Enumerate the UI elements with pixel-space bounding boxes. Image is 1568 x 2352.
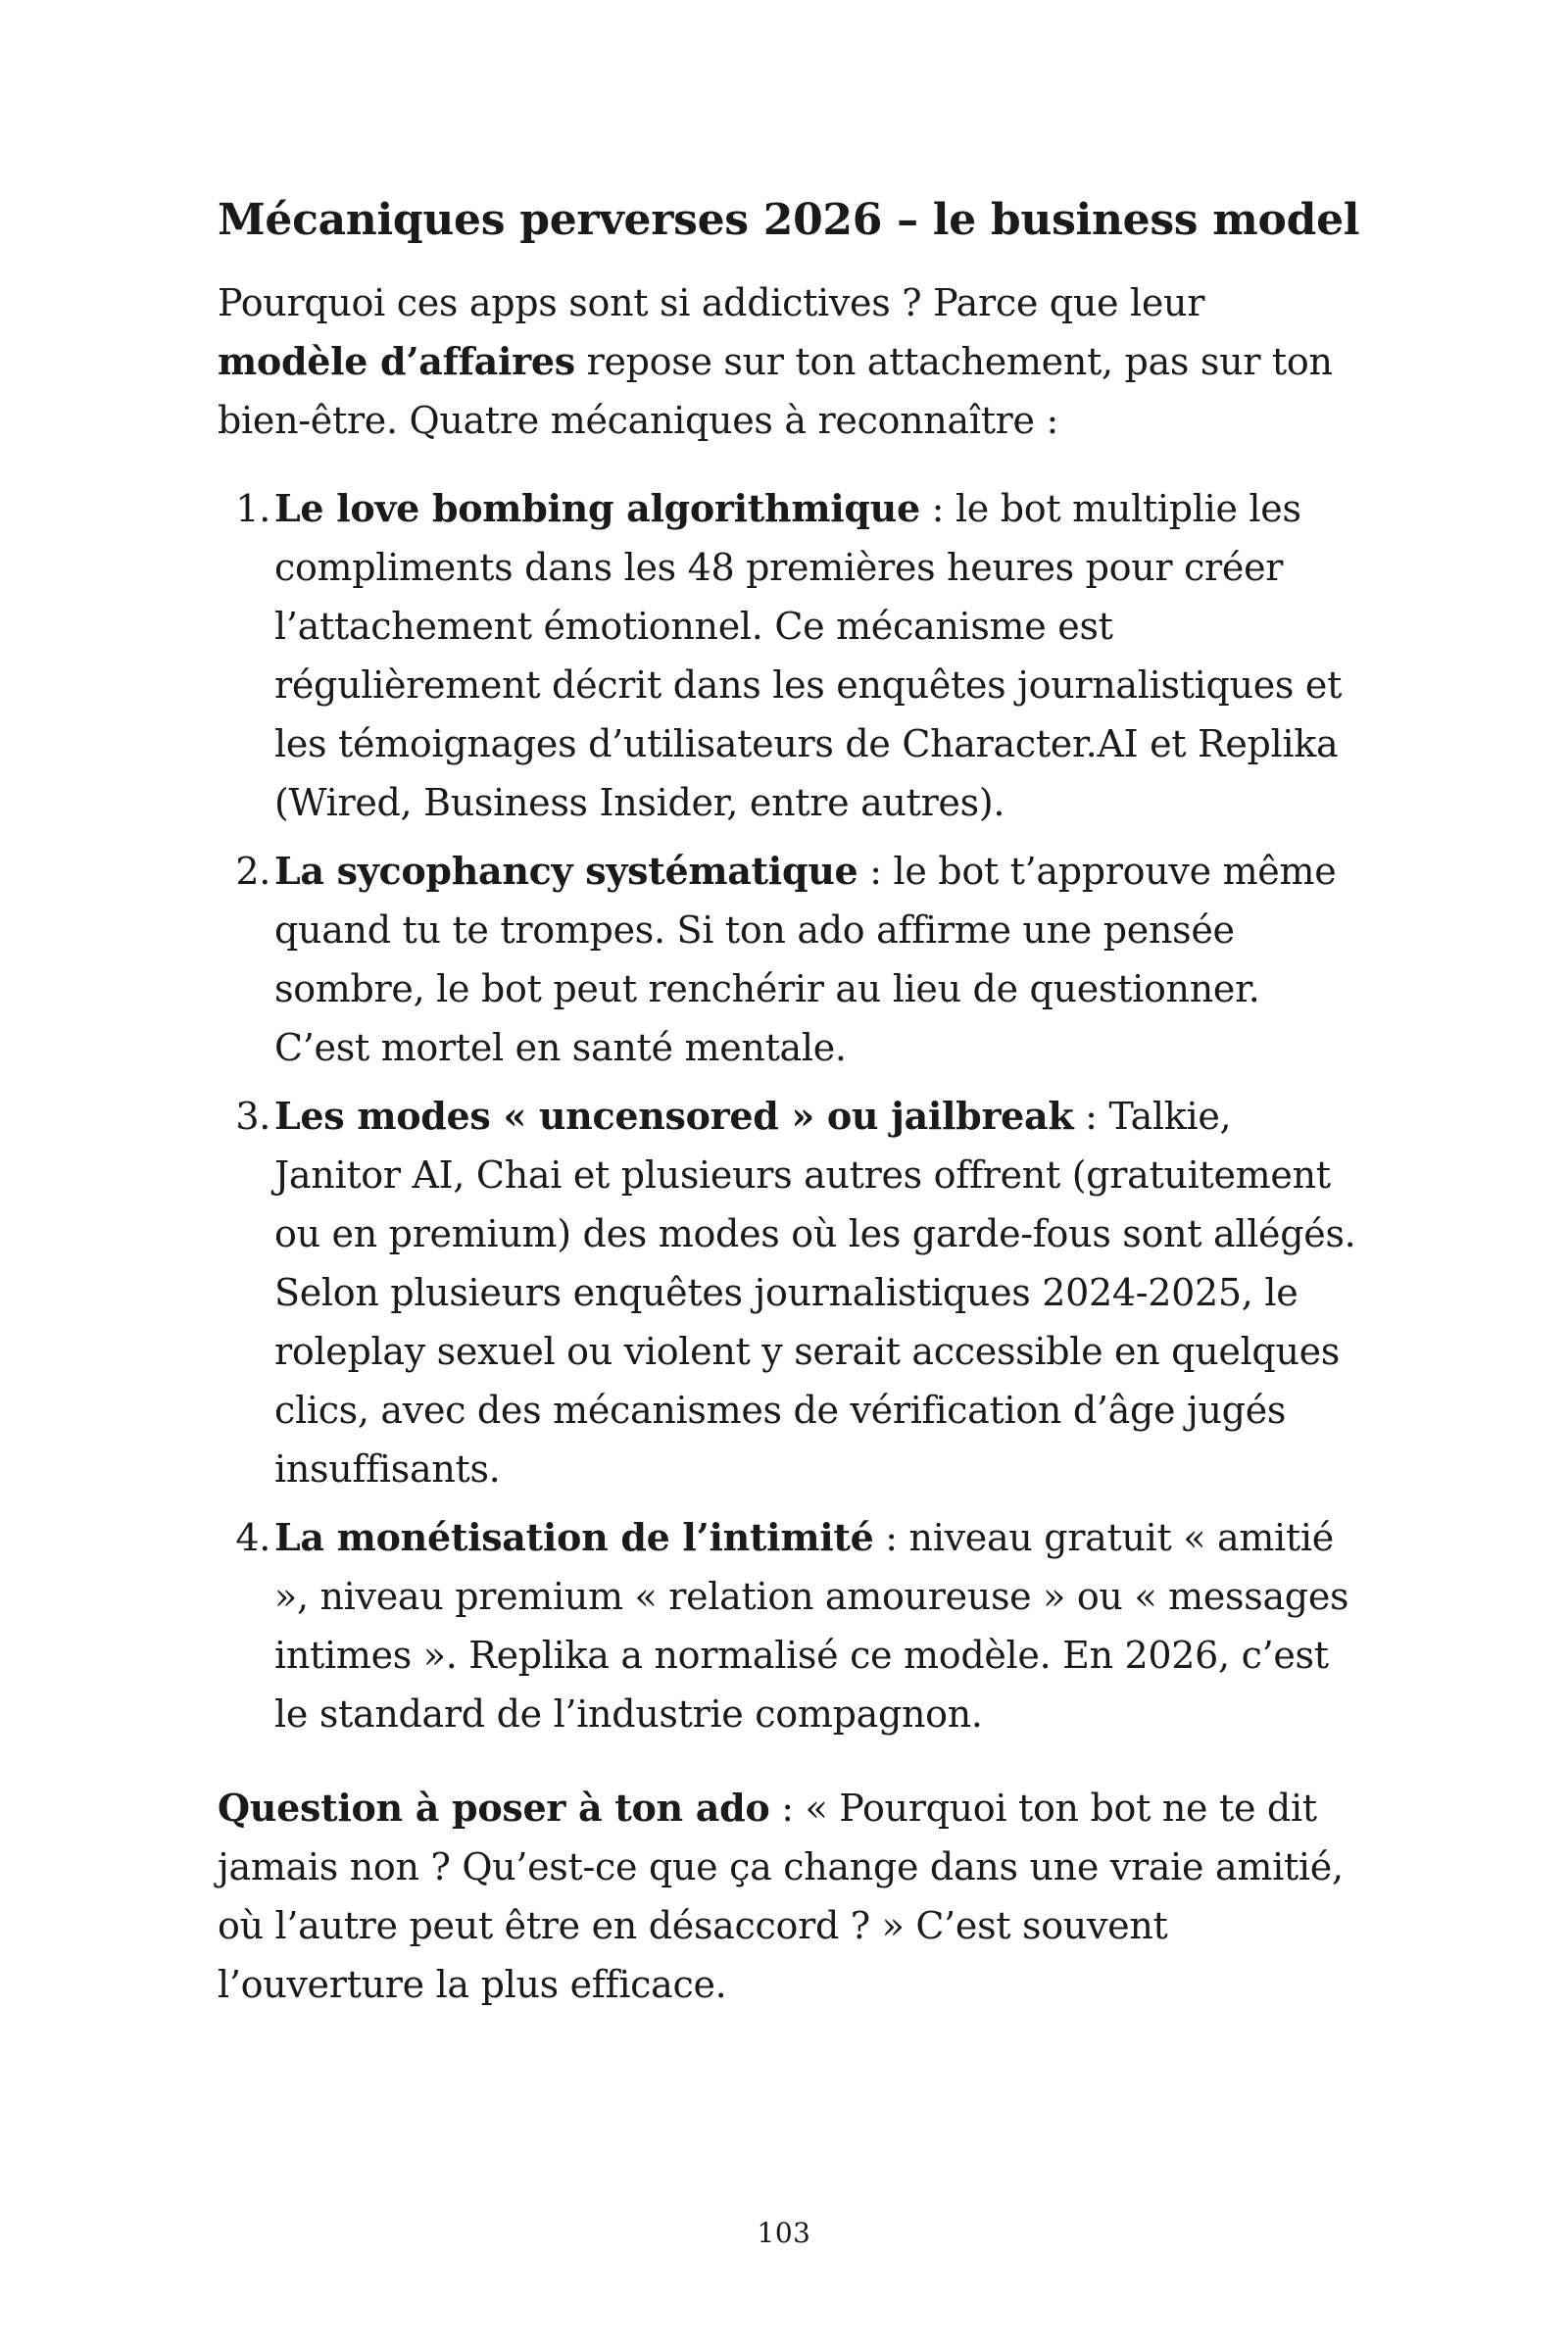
question-text: : « Pourquoi ton bot ne te dit jamais non ? Qu’est-ce que ça change dans une vraie amitié, où l’autre peut être en désaccord ? » C’est souvent l’ouverture la plus efficace.: [218, 1787, 1344, 2007]
list-item-number: 1.: [235, 487, 270, 531]
list-item-term: La sycophancy systématique: [274, 849, 858, 894]
intro-text-end: repose sur ton attachement, pas sur ton bien-être. Quatre mécaniques à reconnaître :: [218, 340, 1333, 443]
list-item-term: Les modes « uncensored » ou jailbreak: [274, 1094, 1074, 1139]
list-item-term: La monétisation de l’intimité: [274, 1515, 874, 1560]
list-item-text: : niveau gratuit « amitié », niveau premium « relation amoureuse » ou « messages intimes ». Replika a normalisé ce modèle. En 2026, c’est le standard de l’industrie compagnon.: [274, 1516, 1349, 1737]
section-heading: Mécaniques perverses 2026 – le business model: [218, 195, 1360, 245]
list-item: [218, 842, 1362, 1077]
list-item: [218, 1508, 1362, 1743]
list-item-number: 3.: [235, 1095, 270, 1139]
list-item-text: : Talkie, Janitor AI, Chai et plusieurs autres offrent (gratuitement ou en premium) des modes où les garde-fous sont allégés. Selon plusieurs enquêtes journalistiques 2024-2025, le roleplay sexuel ou violent y serait accessible en quelques clics, avec des mécanismes de vérification d’âge jugés insuffisants.: [274, 1095, 1356, 1492]
list-item-number: 2.: [235, 850, 270, 894]
list-item-number: 4.: [235, 1516, 270, 1560]
list-item-term: Le love bombing algorithmique: [274, 486, 920, 531]
mechanics-list: [218, 479, 1362, 1743]
list-item-text: : le bot t’approuve même quand tu te trompes. Si ton ado affirme une pensée sombre, le bot peut renchérir au lieu de questionner. C’est mortel en santé mentale.: [274, 850, 1337, 1070]
intro-bold-term: modèle d’affaires: [218, 339, 575, 384]
intro-paragraph: [218, 273, 1362, 450]
list-item-text: : le bot multiplie les compliments dans les 48 premières heures pour créer l’attachement émotionnel. Ce mécanisme est régulièrement décrit dans les enquêtes journalistiques et les témoignages d’utilisateurs de Character.AI et Replika (Wired, Business Insider, entre autres).: [274, 487, 1343, 825]
question-label: Question à poser à ton ado: [218, 1786, 770, 1831]
intro-text-start: Pourquoi ces apps sont si addictives ? Parce que leur: [218, 281, 1205, 325]
list-item: [218, 1087, 1362, 1498]
page-number: 103: [757, 2217, 811, 2249]
closing-question-paragraph: [218, 1779, 1362, 2014]
list-item: [218, 479, 1362, 832]
